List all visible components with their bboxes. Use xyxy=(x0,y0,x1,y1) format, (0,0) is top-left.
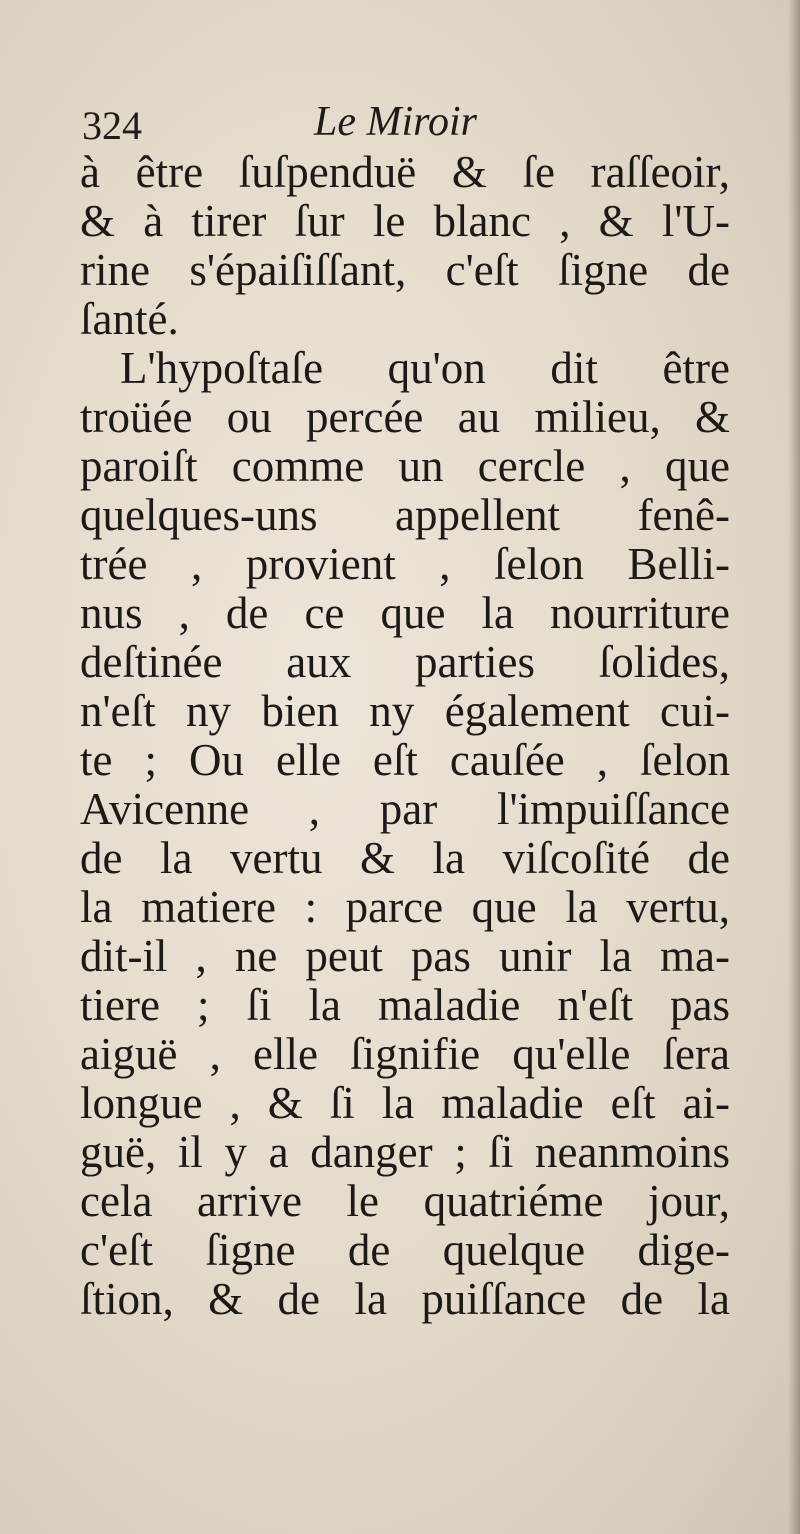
text-line: paroiſt comme un cercle , que xyxy=(80,441,730,491)
text-line: deſtinée aux parties ſolides, xyxy=(80,637,730,687)
text-line: troüée ou percée au milieu, & xyxy=(80,392,730,442)
text-line: cela arrive le quatriéme jour, xyxy=(80,1176,730,1226)
page-header xyxy=(82,98,722,148)
text-line: quelques-uns appellent fenê- xyxy=(80,490,730,540)
text-line: ſtion, & de la puiſſance de la xyxy=(80,1274,730,1324)
text-line: rine s'épaiſiſſant, c'eſt ſigne de xyxy=(80,245,730,295)
text-line: de la vertu & la viſcoſité de xyxy=(80,833,730,883)
text-line: te ; Ou elle eſt cauſée , ſelon xyxy=(80,735,730,785)
text-line: ſanté. xyxy=(80,294,179,344)
text-line: aiguë , elle ſignifie qu'elle ſera xyxy=(80,1029,730,1079)
text-line: & à tirer ſur le blanc , & l'U- xyxy=(80,196,730,246)
text-line: Avicenne , par l'impuiſſance xyxy=(80,784,730,834)
text-line: à être ſuſpenduë & ſe raſſeoir, xyxy=(80,147,730,197)
text-line: dit-il , ne peut pas unir la ma- xyxy=(80,931,730,981)
page-number: 324 xyxy=(82,103,142,148)
text-line: tiere ; ſi la maladie n'eſt pas xyxy=(80,980,730,1030)
body-text xyxy=(80,148,730,1324)
text-line: longue , & ſi la maladie eſt ai- xyxy=(80,1078,730,1128)
text-line: guë, il y a danger ; ſi neanmoins xyxy=(80,1127,730,1177)
text-line: la matiere : parce que la vertu, xyxy=(80,882,730,932)
text-line: nus , de ce que la nourriture xyxy=(80,588,730,638)
text-line: L'hypoſtaſe qu'on dit être xyxy=(120,343,730,393)
text-line: n'eſt ny bien ny également cui- xyxy=(80,686,730,736)
text-line: trée , provient , ſelon Belli- xyxy=(80,539,730,589)
running-title: Le Miroir xyxy=(314,99,477,145)
page-edge-shadow xyxy=(788,0,800,1534)
text-line: c'eſt ſigne de quelque dige- xyxy=(80,1225,730,1275)
